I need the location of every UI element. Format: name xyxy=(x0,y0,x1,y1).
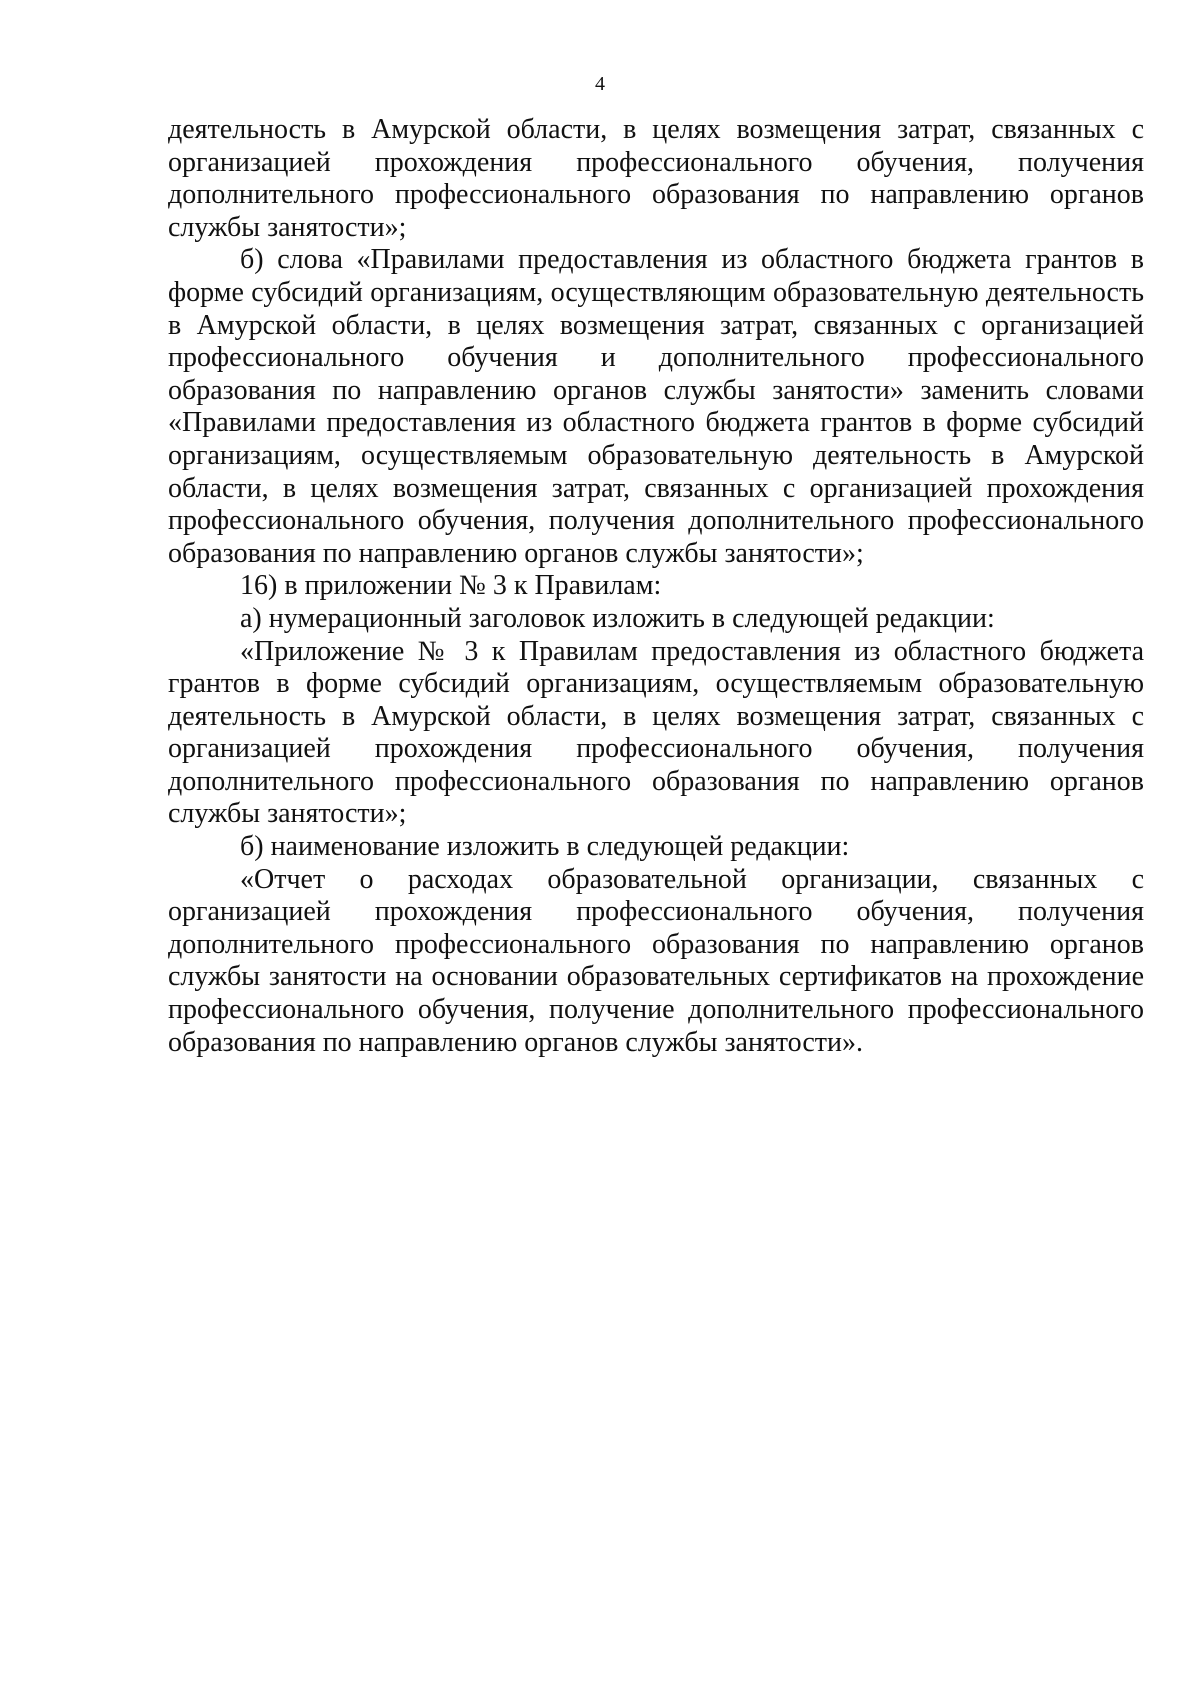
paragraph-item-16: 16) в приложении № 3 к Правилам: xyxy=(240,570,662,602)
paragraph-item-a-heading: а) нумерационный заголовок изложить в следующей редакции: xyxy=(240,602,995,634)
page-number: 4 xyxy=(595,73,605,95)
paragraph-continuation: деятельность в Амурской области, в целях возмещения затрат, связанных с организацией прохождения профессионального обучения, получения дополнительного профессионального образования по направлению органов службы занятости»; xyxy=(168,114,1144,243)
paragraph-report-title-quote: «Отчет о расходах образовательной организации, связанных с организацией прохождения профессионального обучения, получения дополнительного профессионального образования по направлению органов службы занятости на основании образовательных сертификатов на прохождение профессионального обучения, получение дополнительного профессионального образования по направлению органов службы занятости». xyxy=(168,863,1144,1058)
paragraph-appendix-quote: «Приложение № 3 к Правилам предоставления из областного бюджета грантов в форме субсидий организациям, осуществляемым образовательную деятельность в Амурской области, в целях возмещения затрат, связанных с организацией прохождения профессионального обучения, получения дополнительного профессионального образования по направлению органов службы занятости»; xyxy=(168,635,1144,830)
paragraph-item-b-words: б) слова «Правилами предоставления из областного бюджета грантов в форме субсидий организациям, осуществляющим образовательную деятельность в Амурской области, в целях возмещения затрат, связанных с организацией профессионального обучения и дополнительного профессионального образования по направлению органов службы занятости» заменить словами «Правилами предоставления из областного бюджета грантов в форме субсидий организациям, осуществляемым образовательную деятельность в Амурской области, в целях возмещения затрат, связанных с организацией прохождения профессионального обучения, получения дополнительного профессионального образования по направлению органов службы занятости»; xyxy=(168,244,1144,569)
document-body xyxy=(168,114,1144,1059)
paragraph-item-b-title: б) наименование изложить в следующей редакции: xyxy=(240,831,850,863)
